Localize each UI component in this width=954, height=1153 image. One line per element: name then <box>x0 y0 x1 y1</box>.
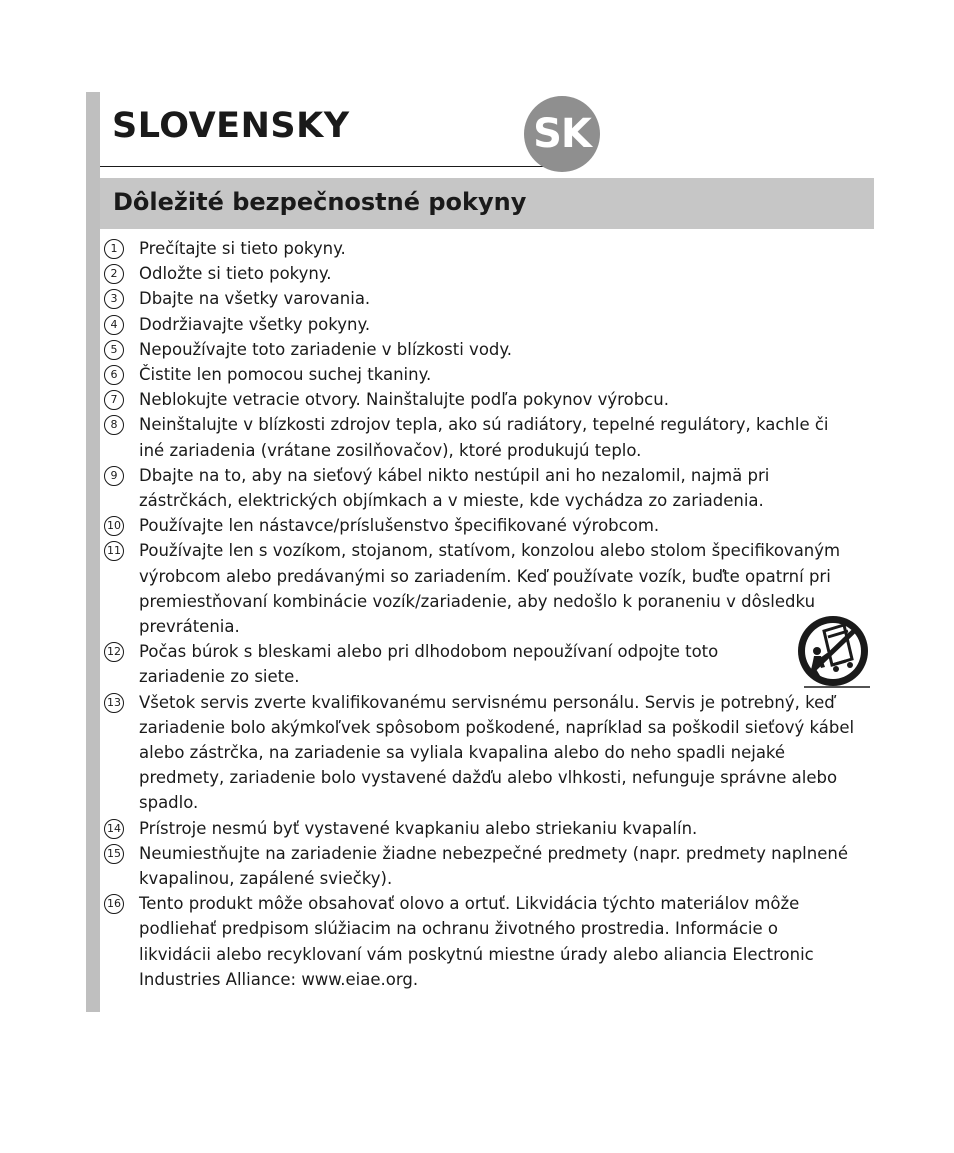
item-number: 10 <box>104 516 124 536</box>
item-text-line: alebo zástrčka, na zariadenie sa vyliala kvapalina alebo do neho spadli nejaké <box>139 743 786 763</box>
item-text-line: Používajte len nástavce/príslušenstvo špecifikované výrobcom. <box>139 516 660 536</box>
section-band <box>100 178 874 229</box>
item-number: 7 <box>104 390 124 410</box>
item-text-line: Odložte si tieto pokyny. <box>139 264 332 284</box>
item-text-line: Industries Alliance: www.eiae.org. <box>139 969 419 989</box>
title-rule <box>100 166 547 167</box>
instruction-item <box>104 513 879 538</box>
item-text-line: Neinštalujte v blízkosti zdrojov tepla, ako sú radiátory, tepelné regulátory, kachle či <box>139 415 829 435</box>
instruction-item <box>104 236 879 261</box>
item-text-line: zariadenie zo siete. <box>139 667 300 687</box>
safety-instructions-list <box>104 236 879 992</box>
item-number: 14 <box>104 819 124 839</box>
instruction-item <box>104 463 879 513</box>
item-text-line: spadlo. <box>139 793 199 813</box>
item-text-line: Tento produkt môže obsahovať olovo a ortuť. Likvidácia týchto materiálov môže <box>139 894 800 914</box>
item-number: 11 <box>104 541 124 561</box>
item-text-line: Dbajte na všetky varovania. <box>139 289 371 309</box>
instruction-item <box>104 362 879 387</box>
item-number: 6 <box>104 365 124 385</box>
item-text-line: prevrátenia. <box>139 617 240 637</box>
instruction-item <box>104 690 879 816</box>
item-text-line: výrobcom alebo predávanými so zariadením. Keď používate vozík, buďte opatrní pri <box>139 566 831 586</box>
item-text-line: zariadenie bolo akýmkoľvek spôsobom poškodené, napríklad sa poškodil sieťový kábel <box>139 717 855 737</box>
item-number: 13 <box>104 693 124 713</box>
item-number: 1 <box>104 239 124 259</box>
instruction-item <box>104 387 879 412</box>
item-text-line: podliehať predpisom slúžiacim na ochranu životného prostredia. Informácie o <box>139 919 779 939</box>
item-number: 8 <box>104 415 124 435</box>
instruction-item <box>104 841 879 891</box>
item-text-line: kvapalinou, zapálené sviečky). <box>139 869 393 889</box>
item-text-line: Nepoužívajte toto zariadenie v blízkosti vody. <box>139 339 513 359</box>
item-number: 9 <box>104 466 124 486</box>
item-text-line: iné zariadenia (vrátane zosilňovačov), ktoré produkujú teplo. <box>139 440 642 460</box>
item-text-line: Dbajte na to, aby na sieťový kábel nikto nestúpil ani ho nezalomil, najmä pri <box>139 465 770 485</box>
language-badge: SK <box>524 96 600 172</box>
item-text-line: Prečítajte si tieto pokyny. <box>139 239 346 258</box>
item-text-line: Neumiestňujte na zariadenie žiadne nebezpečné predmety (napr. predmety naplnené <box>139 843 848 863</box>
item-number: 5 <box>104 340 124 360</box>
item-text-line: Počas búrok s bleskami alebo pri dlhodobom nepoužívaní odpojte toto <box>139 642 719 662</box>
instruction-item <box>104 286 879 311</box>
section-heading: Dôležité bezpečnostné pokyny <box>113 188 527 216</box>
side-bar <box>86 92 100 1012</box>
item-number: 2 <box>104 264 124 284</box>
instruction-item <box>104 891 879 992</box>
item-number: 3 <box>104 289 124 309</box>
item-text-line: Čistite len pomocou suchej tkaniny. <box>139 365 432 385</box>
item-text-line: premiestňovaní kombinácie vozík/zariadenie, aby nedošlo k poraneniu v dôsledku <box>139 591 816 611</box>
item-text-line: likvidácii alebo recyklovaní vám poskytnú miestne úrady alebo aliancia Electronic <box>139 944 814 964</box>
item-number: 4 <box>104 315 124 335</box>
instruction-item <box>104 337 879 362</box>
instruction-item <box>104 816 879 841</box>
item-text-line: Všetok servis zverte kvalifikovanému servisnému personálu. Servis je potrebný, keď <box>139 692 835 712</box>
instruction-item <box>104 261 879 286</box>
item-text-line: Prístroje nesmú byť vystavené kvapkaniu alebo striekaniu kvapalín. <box>139 818 698 838</box>
item-text-line: Dodržiavajte všetky pokyny. <box>139 314 371 334</box>
item-number: 12 <box>104 642 124 662</box>
page-title: SLOVENSKY <box>112 106 350 146</box>
item-text-line: Používajte len s vozíkom, stojanom, statívom, konzolou alebo stolom špecifikovaným <box>139 541 841 561</box>
cart-tip-over-warning-icon <box>794 615 872 689</box>
instruction-item <box>104 538 879 639</box>
item-number: 16 <box>104 894 124 914</box>
instruction-item <box>104 412 879 462</box>
item-text-line: Neblokujte vetracie otvory. Nainštalujte podľa pokynov výrobcu. <box>139 390 669 410</box>
item-text-line: zástrčkách, elektrických objímkach a v mieste, kde vychádza zo zariadenia. <box>139 491 764 511</box>
instruction-item <box>104 312 879 337</box>
item-number: 15 <box>104 844 124 864</box>
instruction-item <box>104 639 879 689</box>
item-text-line: predmety, zariadenie bolo vystavené dažďu alebo vlhkosti, nefunguje správne alebo <box>139 768 838 788</box>
